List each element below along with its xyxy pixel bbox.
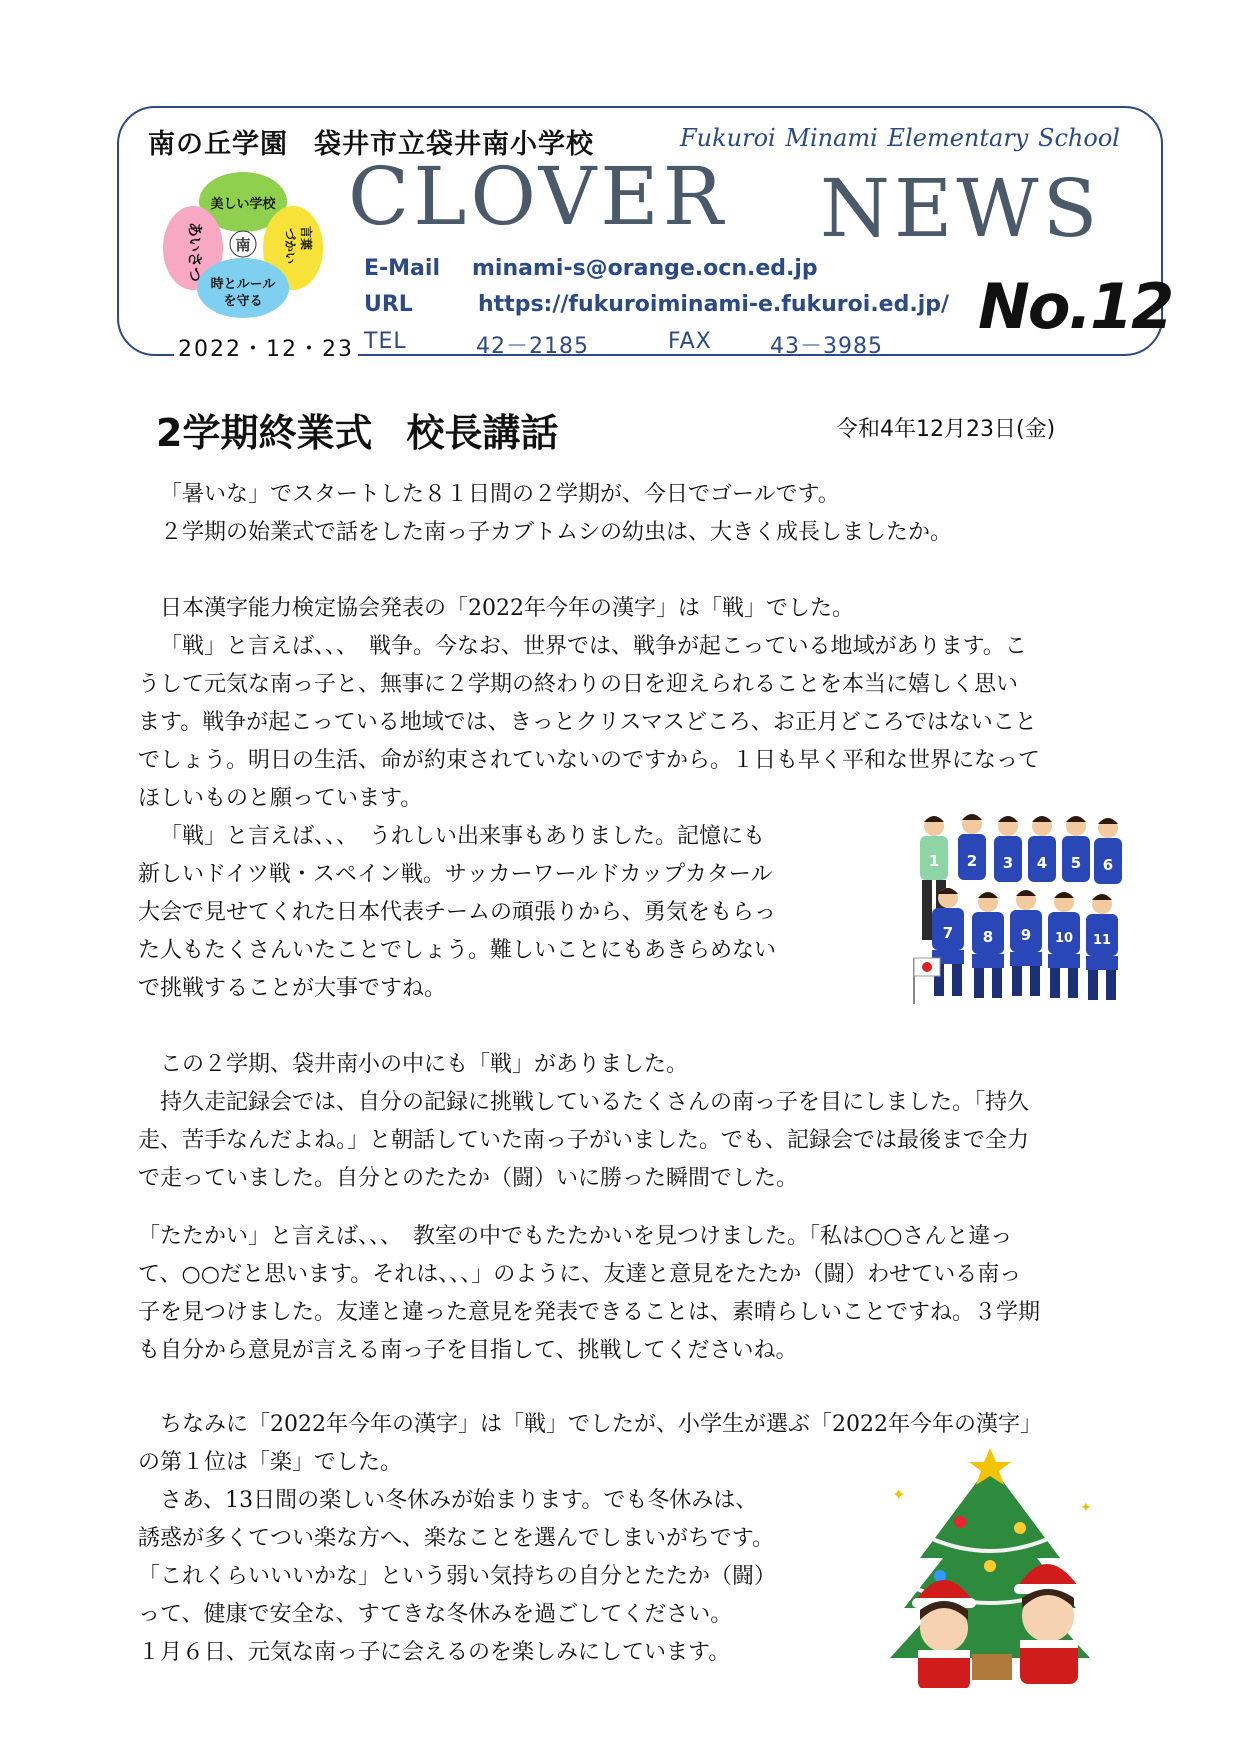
paragraph-line: って、健康で安全な、すてきな冬休みを過ごしてください。	[138, 1602, 733, 1627]
soccer-team-illustration	[894, 808, 1134, 1008]
paragraph-line: ほしいものと願っています。	[138, 786, 423, 811]
jersey-number: 6	[1102, 856, 1114, 874]
paragraph-intro	[138, 476, 1128, 552]
paragraph-line: 走、苦手なんだよね。」と朝話していた南っ子がいました。でも、記録会では最後まで全力	[138, 1128, 1030, 1153]
girl-santa	[1014, 1564, 1082, 1684]
masthead-title-news: NEWS	[820, 162, 1102, 255]
paragraph-line: 誘惑が多くてつい楽な方へ、楽なことを選んでしまいがちです。	[138, 1526, 775, 1551]
clover-leaf-right-label-1: 言葉	[299, 226, 313, 251]
svg-text:✦: ✦	[892, 1485, 906, 1504]
paragraph-line: で挑戦することが大事ですね。	[138, 976, 447, 1001]
english-name-word: Elementary	[887, 124, 1029, 152]
paragraph-line: 子を見つけました。友達と違った意見を発表できることは、素晴らしいことですね。３学期	[138, 1300, 1041, 1325]
paragraph-line: ちなみに「2022年今年の漢字」は「戦」でしたが、小学生が選ぶ「2022年今年の漢字」	[160, 1412, 1042, 1437]
paragraph-line: も自分から意見が言える南っ子を目指して、挑戦してくださいね。	[138, 1338, 798, 1363]
clover-leaf-top-label: 美しい学校	[210, 197, 276, 212]
email-label: E-Mail	[364, 256, 440, 281]
clover-leaf-right-label-2: づかい	[283, 228, 297, 265]
clover-leaf-left-label: あいさつ	[186, 222, 204, 283]
issue-number: No.12	[978, 270, 1173, 343]
paragraph-line: さあ、13日間の楽しい冬休みが始まります。でも冬休みは、	[160, 1488, 758, 1513]
girl-santa	[912, 1580, 976, 1688]
jersey-number: 1	[928, 852, 940, 870]
tel-label: TEL	[364, 329, 407, 354]
fax-label: FAX	[668, 329, 712, 354]
paragraph-line: 「戦」と言えば、、、 戦争。今なお、世界では、戦争が起こっている地域があります。こ	[160, 634, 1027, 659]
english-school-name	[680, 124, 1120, 152]
paragraph-endurance-run	[138, 1046, 1128, 1198]
paragraph-line: 大会で見せてくれた日本代表チームの頑張りから、勇気をもらっ	[138, 900, 777, 925]
masthead-title-clover: CLOVER	[348, 150, 727, 243]
jersey-number: 4	[1036, 854, 1048, 872]
paragraph-line: で走っていました。自分とのたたか（闘）いに勝った瞬間でした。	[138, 1166, 799, 1191]
school-group-name: 南の丘学園	[148, 129, 288, 160]
paragraph-line: て、○○だと思います。それは、、、」のように、友達と意見をたたか（闘）わせている南っ	[138, 1262, 1022, 1287]
jersey-number: 8	[982, 928, 994, 946]
jersey-number: 7	[942, 924, 954, 942]
paragraph-classroom	[138, 1218, 1128, 1370]
jersey-number: 10	[1054, 931, 1074, 946]
tree-pot	[972, 1654, 1012, 1680]
clover-center-label: 南	[235, 236, 251, 254]
school-url[interactable]: https://fukuroiminami-e.fukuroi.ed.jp/	[478, 292, 950, 317]
christmas-tree-illustration	[880, 1448, 1124, 1688]
english-name-word: Fukuroi	[680, 124, 776, 152]
clover-leaf-bottom-label-2: を守る	[223, 294, 263, 309]
headline-part-2: 校長講話	[406, 411, 559, 455]
email-address[interactable]: minami-s@orange.ocn.ed.jp	[472, 256, 818, 281]
jersey-number: 2	[966, 852, 978, 870]
jersey-number: 3	[1002, 854, 1014, 872]
issue-date: 2022・12・23	[174, 332, 358, 363]
headline-part-1: 2学期終業式	[156, 411, 373, 455]
paragraph-line: ます。戦争が起こっている地域では、きっとクリスマスどころ、お正月どころではないこと	[138, 710, 1037, 735]
paragraph-winter-break	[138, 1482, 858, 1672]
svg-text:✦: ✦	[1080, 1500, 1092, 1516]
paragraph-line: 日本漢字能力検定協会発表の「2022年今年の漢字」は「戦」でした。	[160, 596, 854, 621]
url-label: URL	[364, 292, 413, 317]
school-name: 袋井市立袋井南小学校	[314, 129, 594, 160]
paragraph-line: ２学期の始業式で話をした南っ子カブトムシの幼虫は、大きく成長しましたか。	[160, 520, 953, 545]
paragraph-line: 持久走記録会では、自分の記録に挑戦しているたくさんの南っ子を目にしました。「持久	[160, 1090, 1030, 1115]
jersey-number: 5	[1070, 854, 1082, 872]
paragraph-line: でしょう。明日の生活、命が約束されていないのですから。１日も早く平和な世界になって	[138, 748, 1041, 773]
paragraph-line: １月６日、元気な南っ子に会えるのを楽しみにしています。	[138, 1640, 731, 1665]
clover-logo	[158, 170, 328, 320]
article-headline	[156, 402, 558, 457]
english-name-word: Minami	[785, 124, 878, 152]
fax-number: 43－3985	[770, 334, 883, 359]
jersey-number: 11	[1092, 933, 1112, 948]
paragraph-line: 「これくらいいいかな」という弱い気持ちの自分とたたか（闘）	[138, 1564, 777, 1589]
front-row-players	[932, 888, 1118, 1000]
paragraph-kanji-of-year	[138, 590, 1128, 818]
clover-leaf-bottom-label-1: 時とルール	[210, 277, 276, 292]
paragraph-line: この２学期、袋井南小の中にも「戦」がありました。	[160, 1052, 689, 1077]
paragraph-line: 「たたかい」と言えば、、、 教室の中でもたたかいを見つけました。「私は○○さんと違っ	[138, 1224, 1013, 1249]
paragraph-line: の第１位は「楽」でした。	[138, 1450, 403, 1475]
tel-number: 42－2185	[476, 334, 589, 359]
article-date: 令和4年12月23日(金)	[836, 417, 1056, 442]
english-name-word: School	[1038, 124, 1120, 152]
paragraph-line: 新しいドイツ戦・スペイン戦。サッカーワールドカップカタール	[138, 862, 773, 887]
paragraph-world-cup	[138, 818, 858, 1008]
paragraph-line: 「暑いな」でスタートした８１日間の２学期が、今日でゴールです。	[160, 482, 840, 507]
paragraph-line: 「戦」と言えば、、、 うれしい出来事もありました。記憶にも	[160, 824, 766, 849]
paragraph-line: た人もたくさんいたことでしょう。難しいことにもあきらめない	[138, 938, 777, 963]
jersey-number: 9	[1020, 926, 1032, 944]
paragraph-line: うして元気な南っ子と、無事に２学期の終わりの日を迎えられることを本当に嬉しく思い	[138, 672, 1019, 697]
